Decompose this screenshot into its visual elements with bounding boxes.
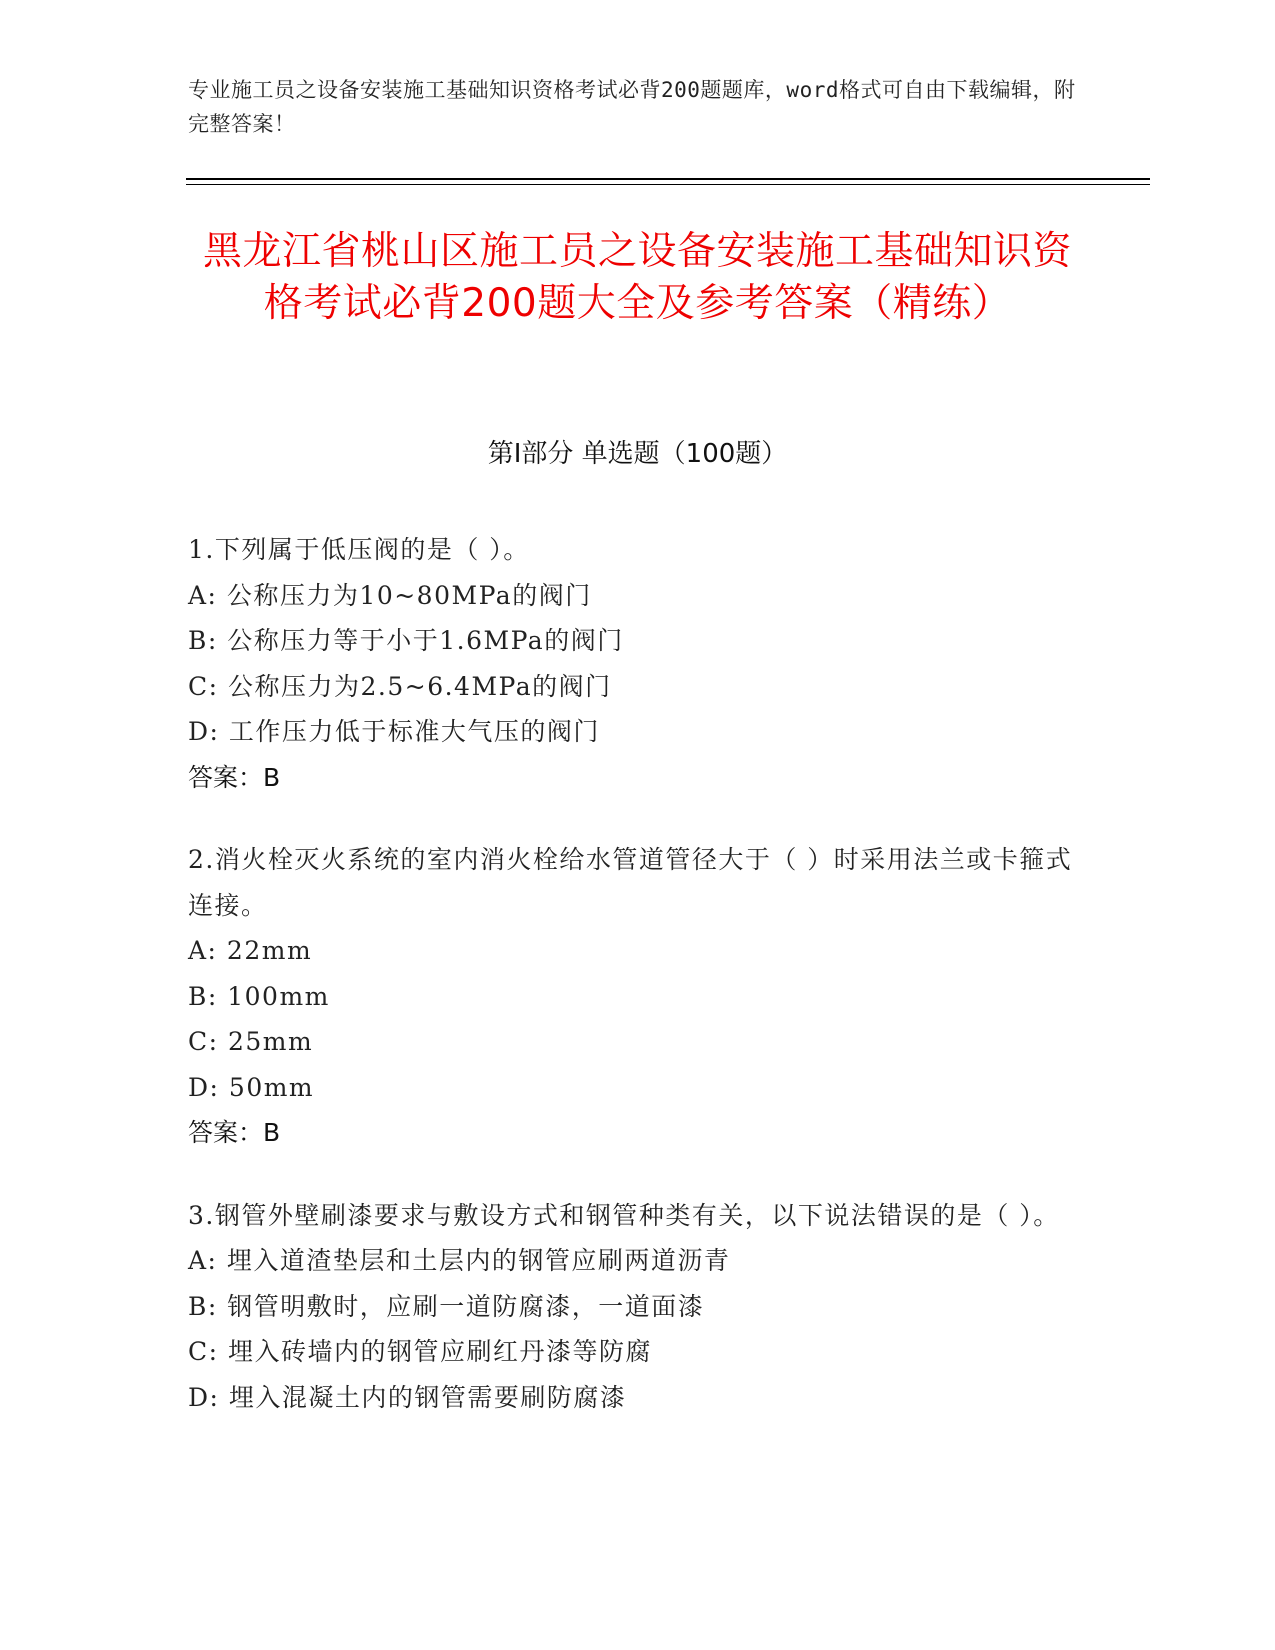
question-stem: 1.下列属于低压阀的是（ ）。 — [188, 535, 530, 564]
question-3 — [188, 1193, 1088, 1421]
answer: 答案：B — [188, 762, 281, 792]
option-b: B: 钢管明敷时，应刷一道防腐漆，一道面漆 — [188, 1291, 705, 1321]
option-b: B: 100mm — [188, 981, 330, 1011]
question-2 — [188, 837, 1088, 1156]
option-d: D: 50mm — [188, 1072, 315, 1102]
option-d: D: 工作压力低于标准大气压的阀门 — [188, 717, 600, 746]
header-note: 专业施工员之设备安装施工基础知识资格考试必背200题题库，word格式可自由下载编辑，附完整答案！ — [188, 78, 1076, 136]
option-a: A: 22mm — [188, 936, 313, 965]
option-b: B: 公称压力等于小于1.6MPa的阀门 — [188, 626, 624, 655]
question-1 — [188, 527, 1088, 800]
answer: 答案：B — [188, 1118, 281, 1147]
header-rule-thin — [186, 184, 1150, 185]
option-c: C: 25mm — [188, 1027, 314, 1056]
option-c: C: 公称压力为2.5~6.4MPa的阀门 — [188, 671, 612, 701]
question-stem: 2.消火栓灭火系统的室内消火栓给水管道管径大于（ ）时采用法兰或卡箍式连接。 — [188, 845, 1073, 920]
option-c: C: 埋入砖墙内的钢管应刷红丹漆等防腐 — [188, 1337, 652, 1366]
document-title: 黑龙江省桃山区施工员之设备安装施工基础知识资格考试必背200题大全及参考答案（精练） — [202, 229, 1072, 326]
question-list — [188, 527, 1088, 1457]
section-heading: 第I部分 单选题（100题） — [487, 439, 788, 469]
option-d: D: 埋入混凝土内的钢管需要刷防腐漆 — [188, 1382, 627, 1412]
question-stem: 3.钢管外壁刷漆要求与敷设方式和钢管种类有关，以下说法错误的是（ ）。 — [188, 1200, 1060, 1230]
header-rule-thick — [186, 178, 1150, 180]
option-a: A: 埋入道渣垫层和土层内的钢管应刷两道沥青 — [188, 1246, 731, 1275]
option-a: A: 公称压力为10~80MPa的阀门 — [188, 580, 592, 610]
